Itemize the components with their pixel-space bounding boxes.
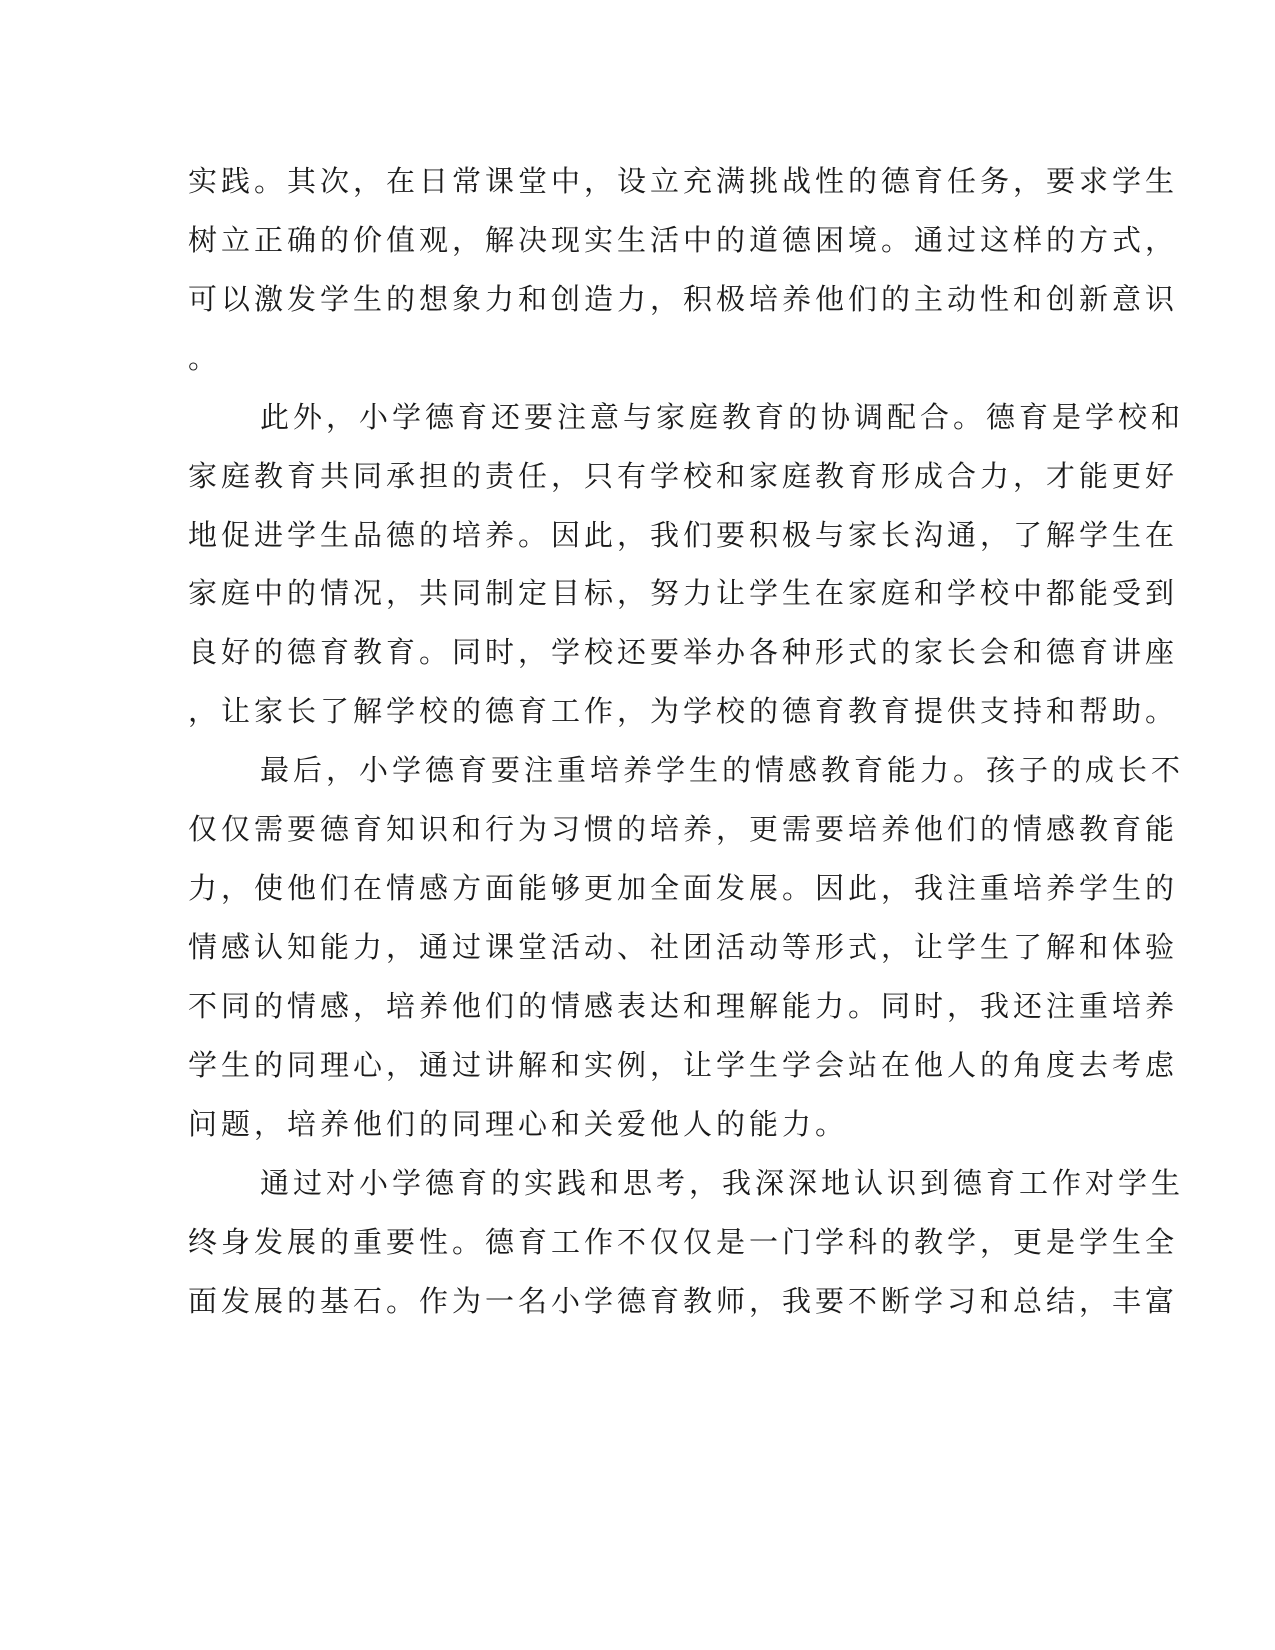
paragraph-first-line: 此外，小学德育还要注意与家庭教育的协调配合。德育是学校和	[260, 400, 1185, 434]
text-line: 树立正确的价值观，解决现实生活中的道德困境。通过这样的方式，	[188, 223, 1179, 257]
text-line: ，让家长了解学校的德育工作，为学校的德育教育提供支持和帮助。	[188, 694, 1179, 728]
paragraph-first-line: 最后，小学德育要注重培养学生的情感教育能力。孩子的成长不	[260, 753, 1185, 787]
text-line: 仅仅需要德育知识和行为习惯的培养，更需要培养他们的情感教育能	[188, 812, 1179, 846]
text-line: 。	[188, 341, 222, 375]
text-line: 面发展的基石。作为一名小学德育教师，我要不断学习和总结，丰富	[188, 1284, 1179, 1318]
text-line: 力，使他们在情感方面能够更加全面发展。因此，我注重培养学生的	[188, 871, 1179, 905]
text-line: 问题，培养他们的同理心和关爱他人的能力。	[188, 1107, 849, 1141]
text-line: 实践。其次，在日常课堂中，设立充满挑战性的德育任务，要求学生	[188, 164, 1179, 198]
text-line: 家庭中的情况，共同制定目标，努力让学生在家庭和学校中都能受到	[188, 576, 1179, 610]
text-line: 地促进学生品德的培养。因此，我们要积极与家长沟通，了解学生在	[188, 518, 1179, 552]
text-line: 家庭教育共同承担的责任，只有学校和家庭教育形成合力，才能更好	[188, 459, 1179, 493]
text-line: 不同的情感，培养他们的情感表达和理解能力。同时，我还注重培养	[188, 989, 1179, 1023]
text-line: 良好的德育教育。同时，学校还要举办各种形式的家长会和德育讲座	[188, 635, 1179, 669]
paragraph-first-line: 通过对小学德育的实践和思考，我深深地认识到德育工作对学生	[260, 1166, 1185, 1200]
text-line: 终身发展的重要性。德育工作不仅仅是一门学科的教学，更是学生全	[188, 1225, 1179, 1259]
text-line: 情感认知能力，通过课堂活动、社团活动等形式，让学生了解和体验	[188, 930, 1179, 964]
text-line: 学生的同理心，通过讲解和实例，让学生学会站在他人的角度去考虑	[188, 1048, 1179, 1082]
text-line: 可以激发学生的想象力和创造力，积极培养他们的主动性和创新意识	[188, 282, 1179, 316]
